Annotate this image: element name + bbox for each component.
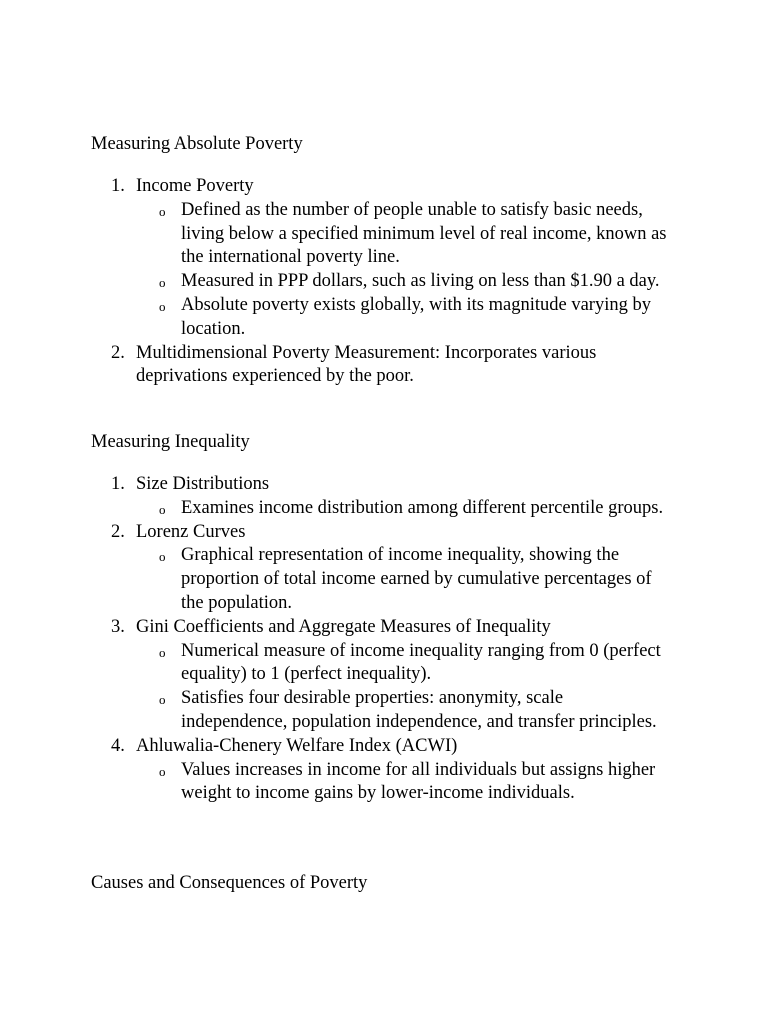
bullet-marker: o (159, 692, 166, 708)
bullet-text: Examines income distribution among different percentile groups. (181, 497, 664, 518)
list-number: 2. (111, 521, 125, 542)
section-heading: Measuring Absolute Poverty (91, 134, 303, 154)
list-number: 1. (111, 176, 125, 196)
bullet-text: Numerical measure of income inequality ranging from 0 (perfect equality) to 1 (perfect inequality). (181, 640, 661, 685)
bullet-marker: o (159, 298, 166, 314)
list-item (0, 521, 700, 616)
list-item-label: Ahluwalia-Chenery Welfare Index (ACWI) (136, 735, 458, 756)
bullet-item (136, 497, 700, 521)
bullet-item (136, 687, 700, 735)
bullet-marker: o (159, 203, 166, 219)
bullet-item (136, 544, 700, 615)
list-number: 4. (111, 735, 125, 756)
numbered-list (0, 175, 700, 389)
section-heading: Measuring Inequality (91, 432, 250, 452)
bullet-list (136, 497, 700, 521)
list-item-label: Income Poverty (136, 176, 254, 196)
bullet-list (136, 759, 700, 807)
bullet-list (136, 544, 700, 615)
list-item (0, 473, 700, 521)
list-item (0, 616, 700, 735)
bullet-item (136, 640, 700, 688)
bullet-text: Graphical representation of income inequality, showing the proportion of total income earned by cumulative percentages of the population. (181, 545, 652, 613)
numbered-list (0, 473, 700, 806)
bullet-list (136, 640, 700, 735)
list-item (0, 735, 700, 806)
list-item-label: Lorenz Curves (136, 521, 246, 542)
bullet-item (136, 294, 700, 342)
bullet-item (136, 759, 700, 807)
list-item-label: Size Distributions (136, 474, 270, 494)
bullet-text: Satisfies four desirable properties: anonymity, scale independence, population independence, and transfer principles. (181, 688, 657, 732)
list-number: 2. (111, 342, 125, 363)
bullet-text: Values increases in income for all individuals but assigns higher weight to income gains by lower-income individuals. (181, 759, 656, 804)
bullet-text: Defined as the number of people unable to satisfy basic needs, living below a specified minimum level of real income, known as the international poverty line. (181, 199, 667, 268)
list-item-label: Gini Coefficients and Aggregate Measures of Inequality (136, 616, 551, 637)
list-item-label: Multidimensional Poverty Measurement: Incorporates various deprivations experienced by the poor. (136, 342, 597, 387)
list-item (0, 342, 700, 390)
bullet-marker: o (159, 275, 166, 291)
list-number: 1. (111, 474, 125, 494)
bullet-item (136, 199, 700, 270)
bullet-text: Absolute poverty exists globally, with its magnitude varying by location. (181, 294, 651, 339)
list-item (0, 175, 700, 342)
bullet-marker: o (159, 644, 166, 660)
bullet-text: Measured in PPP dollars, such as living on less than $1.90 a day. (181, 271, 660, 292)
bullet-marker: o (159, 549, 166, 565)
bullet-marker: o (159, 763, 166, 779)
section-heading: Causes and Consequences of Poverty (91, 873, 368, 893)
bullet-list (136, 199, 700, 342)
list-number: 3. (111, 616, 125, 637)
bullet-marker: o (159, 501, 166, 517)
bullet-item (136, 270, 700, 294)
